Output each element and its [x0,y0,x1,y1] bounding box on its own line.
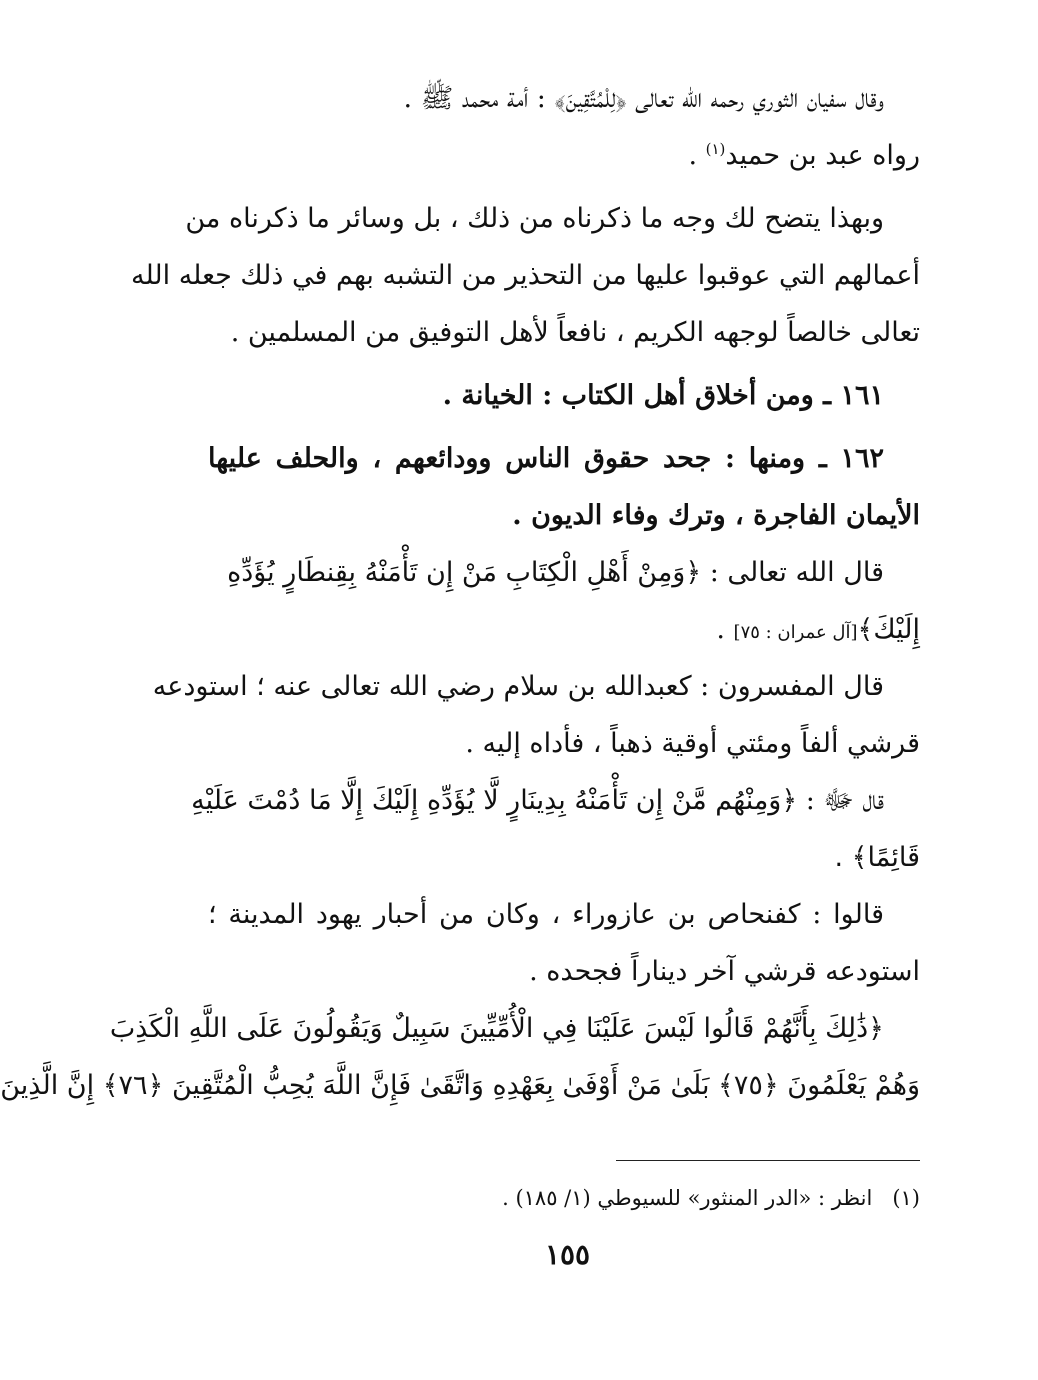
quran-quote-2-line1 [191,772,920,829]
quran-quote-1-line2 [208,601,920,658]
paragraph-qalu-line2: استودعه قرشي آخر ديناراً فجحده . [529,956,920,987]
page-body [0,70,920,1114]
heading-162-line2: الأيمان الفاجرة ، وترك وفاء الديون . [512,500,920,531]
footnote-number: (١) [892,1186,920,1210]
verse-source: [آل عمران : ٧٥] [733,622,858,643]
quote-intro: قال ﷻ : [797,785,884,816]
page-number: ١٥٥ [544,1238,591,1271]
heading-161: ١٦١ ـ ومن أخلاق أهل الكتاب : الخيانة . [442,380,884,411]
paragraph-conclusion-line1: وبهذا يتضح لك وجه ما ذكرناه من ذلك ، بل وسائر ما ذكرناه من [185,203,884,234]
quran-verse: ﴿وَمِنْ أَهْلِ الْكِتَابِ مَنْ إِن تَأْمَنْهُ بِقِنطَارٍ يُؤَدِّهِ [227,557,702,588]
quote-intro: قال الله تعالى : [701,557,884,588]
footnote-divider [616,1160,920,1161]
narration-text: رواه عبد بن حميد [725,140,920,171]
heading-162-line1: ١٦٢ ـ ومنها : جحد حقوق الناس وودائعهم ، والحلف عليها [208,443,884,474]
footnote-ref: (١) [705,140,726,158]
footnote [208,1180,920,1216]
quran-verse-end: قَائِمًا﴾ . [834,842,920,873]
paragraph-mufassirun-line1: قال المفسرون : كعبدالله بن سلام رضي الله تعالى عنه ؛ استودعه [152,671,884,702]
paragraph-sufyan-line1: وقال سفيان الثوري رحمه الله تعالى ﴿لِلْمُتَّقِينَ﴾ : أمة محمد ﷺ . [403,83,884,114]
quran-verse: ﴿وَمِنْهُم مَّنْ إِن تَأْمَنْهُ بِدِينَارٍ لَّا يُؤَدِّهِ إِلَيْكَ إِلَّا مَا دُمْتَ عَلَيْهِ [191,785,798,816]
paragraph-sufyan-line2 [208,127,920,184]
quran-quote-3-line2: وَهُمْ يَعْلَمُونَ ﴿٧٥﴾ بَلَىٰ مَنْ أَوْفَىٰ بِعَهْدِهِ وَاتَّقَىٰ فَإِنَّ اللَّهَ يُحِبُّ الْمُتَّقِينَ ﴿٧٦﴾ إِنَّ الَّذِينَ [0,1070,920,1101]
quote-tail: . [716,614,734,645]
quran-quote-3-line1: ﴿ذَٰلِكَ بِأَنَّهُمْ قَالُوا لَيْسَ عَلَيْنَا فِي الْأُمِّيِّينَ سَبِيلٌ وَيَقُولُونَ عَلَى اللَّهِ الْكَذِبَ [109,1013,884,1044]
quran-quote-2-line2 [208,829,920,886]
narration-end: . [688,140,706,171]
quran-verse-end: إِلَيْكَ﴾ [857,614,920,645]
paragraph-conclusion-line3: تعالى خالصاً لوجهه الكريم ، نافعاً لأهل التوفيق من المسلمين . [230,317,920,348]
paragraph-qalu-line1: قالوا : كفنحاص بن عازوراء ، وكان من أحبار يهود المدينة ؛ [208,899,884,930]
footnote-text: انظر : «الدر المنثور» للسيوطي (١/ ١٨٥) . [502,1186,873,1210]
paragraph-conclusion-line2: أعمالهم التي عوقبوا عليها من التحذير من التشبه بهم في ذلك جعله الله [130,260,920,291]
paragraph-mufassirun-line2: قرشي ألفاً ومئتي أوقية ذهباً ، فأداه إليه . [465,728,920,759]
quran-quote-1-line1 [208,544,920,601]
